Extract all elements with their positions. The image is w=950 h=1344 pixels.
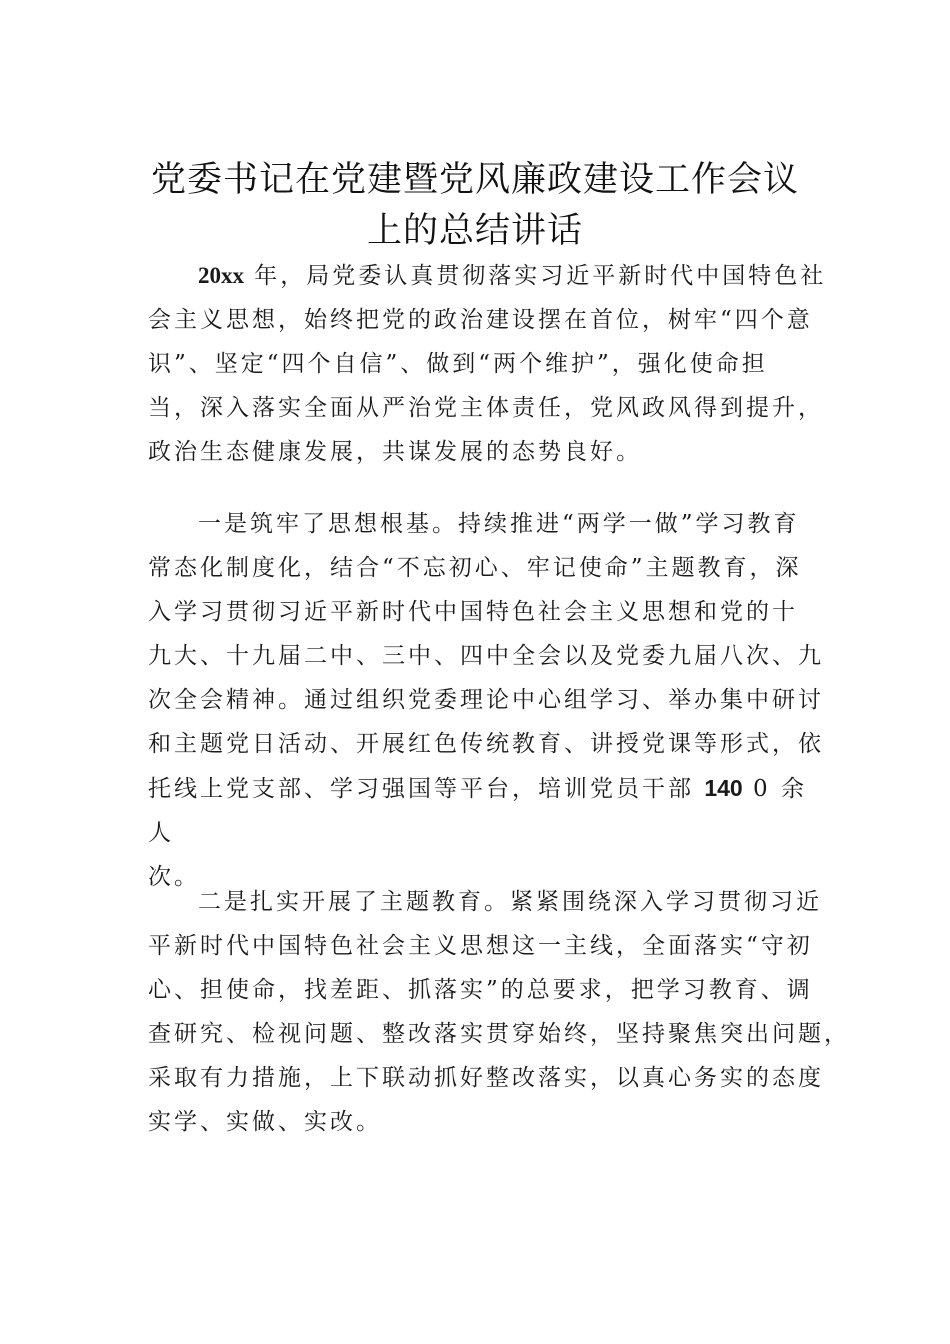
paragraph-ideology [148, 502, 824, 899]
paragraph-line: 查研究、检视问题、整改落实贯穿始终，坚持聚焦突出问题， [148, 1021, 850, 1047]
paragraph-line [148, 254, 827, 298]
paragraph-line: 次。 [148, 864, 200, 890]
paragraph-line: 次全会精神。通过组织党委理论中心组学习、举办集中研讨 [148, 687, 824, 713]
paragraph-line: 和主题党日活动、开展红色传统教育、讲授党课等形式，依 [148, 731, 824, 757]
text-span: 年，局党委认真贯彻落实习近平新时代中国特色社 [244, 263, 827, 289]
paragraph-line: 识”、坚定“四个自信”、做到“两个维护”，强化使命担 [148, 351, 768, 377]
document-title-line-1: 党委书记在党建暨党风廉政建设工作会议 [150, 160, 799, 200]
paragraph-line: 人 [148, 820, 174, 846]
paragraph-line [148, 880, 822, 924]
paragraph-line: 心、担使命，找差距、抓落实”的总要求，把学习教育、调 [148, 977, 813, 1003]
text-span: 0 余 [742, 776, 807, 802]
paragraph-intro [148, 254, 827, 474]
paragraph-line: 常态化制度化，结合“不忘初心、牢记使命”主题教育，深 [148, 555, 802, 581]
paragraph-line: 会主义思想，始终把党的政治建设摆在首位，树牢“四个意 [148, 307, 813, 333]
paragraph-line: 九大、十九届二中、三中、四中全会以及党委九届八次、九 [148, 643, 824, 669]
paragraph-line: 当，深入落实全面从严治党主体责任，党风政风得到提升， [148, 395, 824, 421]
paragraph-line: 政治生态健康发展，共谋发展的态势良好。 [148, 439, 642, 465]
paragraph-line: 实学、实做、实改。 [148, 1109, 382, 1135]
paragraph-theme-education [148, 880, 850, 1144]
text-span: 一是筑牢了思想根基。持续推进“两学一做”学习教育 [198, 511, 800, 537]
paragraph-line: 平新时代中国特色社会主义思想这一主线，全面落实“守初 [148, 933, 813, 959]
paragraph-line [148, 502, 808, 546]
document-title-line-2: 上的总结讲话 [366, 211, 583, 251]
paragraph-line: 采取有力措施，上下联动抓好整改落实，以真心务实的态度 [148, 1065, 824, 1091]
paragraph-line [148, 766, 808, 811]
count-number: 140 [704, 775, 743, 801]
year-text: 20xx [198, 263, 244, 288]
text-span: 二是扎实开展了主题教育。紧紧围绕深入学习贯彻习近 [198, 889, 822, 915]
paragraph-line: 入学习贯彻习近平新时代中国特色社会主义思想和党的十 [148, 599, 798, 625]
text-span: 托线上党支部、学习强国等平台，培训党员干部 [148, 776, 705, 802]
